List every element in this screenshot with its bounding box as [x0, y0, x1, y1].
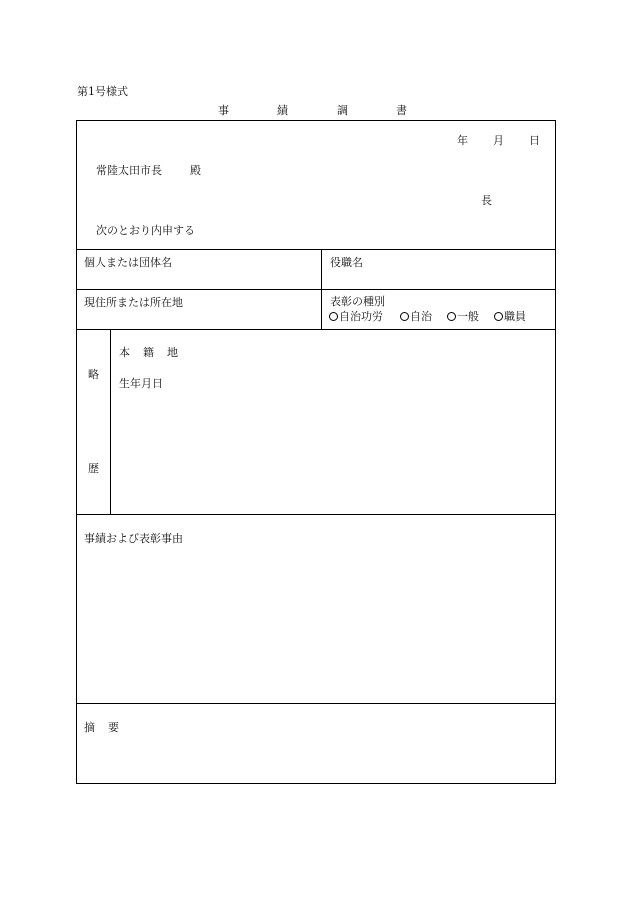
birthdate-label: 生年月日	[119, 377, 163, 390]
registry-char: 本	[119, 346, 130, 359]
radio-circle-icon	[447, 312, 456, 321]
award-option-label: 自治	[410, 310, 432, 323]
history-side-label-top: 略	[88, 368, 99, 381]
name-label: 個人または団体名	[84, 256, 172, 269]
radio-circle-icon	[329, 312, 338, 321]
form-table	[76, 120, 556, 784]
title-char: 事	[218, 104, 229, 117]
statement: 次のとおり内申する	[96, 224, 195, 237]
date-day-label: 日	[529, 134, 540, 147]
addressee: 常陸太田市長	[96, 164, 162, 177]
form-number: 第1号様式	[77, 85, 128, 98]
address-label: 現住所または所在地	[84, 296, 183, 309]
document-title	[0, 105, 630, 119]
award-option-jichi[interactable]	[400, 311, 432, 322]
title-char: 調	[337, 104, 348, 117]
radio-circle-icon	[400, 312, 409, 321]
summary-char: 摘	[84, 721, 95, 734]
divider	[77, 329, 555, 330]
award-option-jichi-korou[interactable]	[329, 311, 383, 322]
divider	[77, 249, 555, 250]
divider	[110, 329, 111, 514]
achievements-label: 事績および表彰事由	[84, 532, 183, 545]
summary-char: 要	[108, 721, 119, 734]
registry-char: 籍	[143, 346, 154, 359]
divider	[77, 514, 555, 515]
award-option-label: 一般	[457, 310, 479, 323]
award-type-label: 表彰の種別	[330, 295, 385, 308]
registry-char: 地	[167, 346, 178, 359]
award-option-label: 自治功労	[339, 310, 383, 323]
divider	[77, 703, 555, 704]
award-option-ippan[interactable]	[447, 311, 479, 322]
date-month-label: 月	[493, 134, 504, 147]
title-char: 書	[396, 104, 407, 117]
honorific: 殿	[190, 164, 201, 177]
position-label: 役職名	[330, 256, 363, 269]
history-side-label-bottom: 歴	[88, 462, 99, 475]
radio-circle-icon	[494, 312, 503, 321]
applicant-title: 長	[481, 194, 492, 207]
award-option-label: 職員	[504, 310, 526, 323]
date-year-label: 年	[457, 134, 468, 147]
title-char: 績	[277, 104, 288, 117]
divider	[77, 289, 555, 290]
award-option-shokuin[interactable]	[494, 311, 526, 322]
